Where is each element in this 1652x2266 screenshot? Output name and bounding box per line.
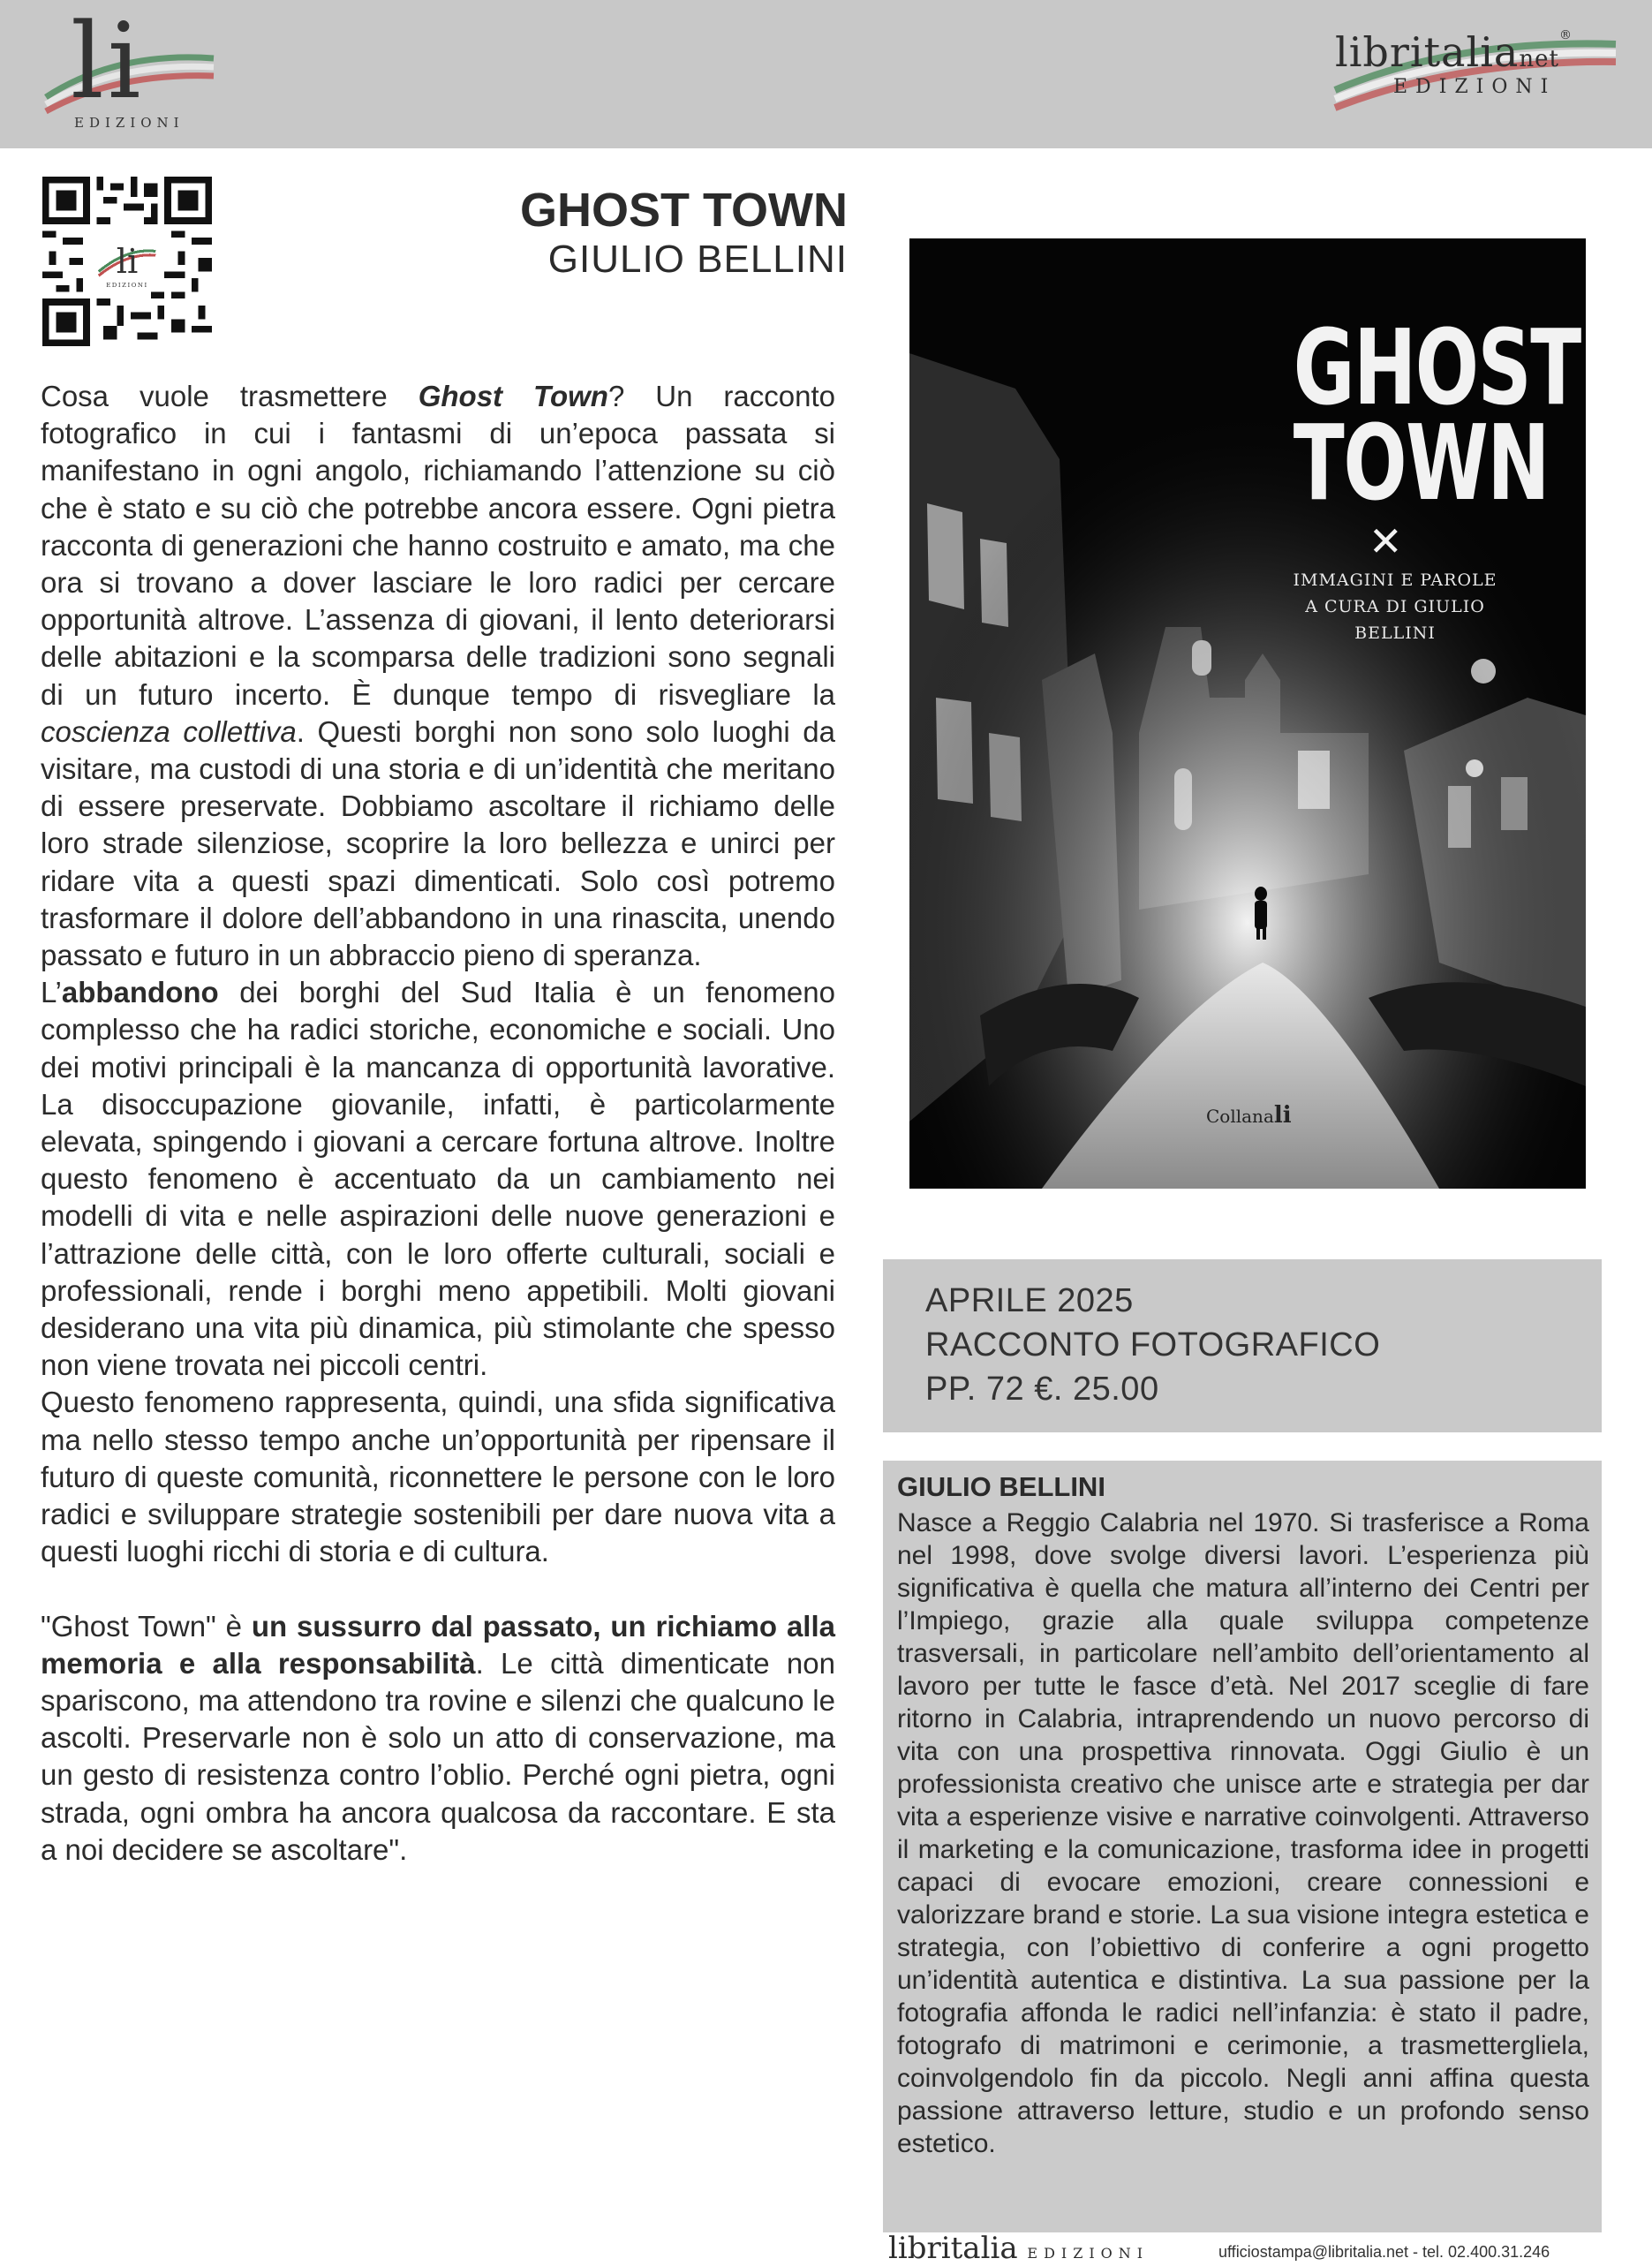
footer-brand-sub: EDIZIONI [1027,2245,1150,2262]
cover-subtitle-line: A CURA DI GIULIO BELLINI [1305,597,1485,643]
paragraph-challenge: Questo fenomeno rappresenta, quindi, una sfida significativa ma nello stesso tempo anche un’opportunità per ripensare il futuro di queste comunità, riconnettere le persone con le loro radici e sviluppare strategie sostenibili per dare nuova vita a questi luoghi ricchi di storia e di cultura. [41,1386,835,1568]
text-run-bold-italic: Ghost Town [418,380,608,412]
book-title: GHOST TOWN [520,184,848,237]
brand-net-text: net [1519,46,1559,72]
cover-title [1293,306,1580,524]
publication-genre: RACCONTO FOTOGRAFICO [925,1326,1381,1363]
cover-subtitle [1263,567,1528,646]
cover-title-line: TOWN [1293,402,1550,524]
crossed-tools-icon: ✕ [1369,518,1403,564]
pages-price: PP. 72 €. 25.00 [925,1371,1159,1408]
text-run: . Questi borghi non sono solo luoghi da visitare, ma custodi di una storia e di un’identità che meritano di essere preservate. Dobbiamo ascoltare il richiamo delle loro strade silenziose, scoprire la loro bellezza e unirci per ridare vita a questi spazi dimenticati. Solo così potremo trasformare il dolore dell’abbandono in una rinascita, unendo passato e futuro in un abbraccio pieno di speranza. [41,714,835,972]
cover-title-line: GHOST [1293,306,1580,428]
text-run-bold: un sussurro dal passato, un richiamo alla memoria e alla responsabilità [41,1609,835,1680]
libritalia-sub: EDIZIONI [1393,76,1557,98]
series-logo: li [1273,1102,1292,1129]
title-block [265,184,848,283]
text-run: . Le città dimenticate non spariscono, ma attendono tra rovine e silenzi che qualcuno le ascolti. Preservarle non è solo un atto di conservazione, ma un gesto di resistenza contro l’oblio. Perché ogni pietra, ogni strada, ogni ombra ha ancora qualcosa da raccontare. E sta a noi decidere se ascoltare". [41,1646,835,1866]
qr-center-mark: li [116,242,139,283]
bio-text: Nasce a Reggio Calabria nel 1970. Si trasferisce a Roma nel 1998, dove svolge diversi lavori. L’esperienza più significativa è quella che matura all’interno dei Centri per l’Impiego, grazie alla quale sviluppa competenze trasversali, in particolare nell’ambito dell’orientamento al lavoro per tutte le fasce d’età. Nel 2017 sceglie di fare ritorno in Calabria, intraprendendo un nuovo percorso di vita con una prospettiva rinnovata. Oggi Giulio è un professionista creativo che unisce arte e strategia per dar vita a esperienze visive e narrative coinvolgenti. Attraverso il marketing e la comunicazione, trasforma idee in progetti capaci di evocare emozioni, creare connessioni e valorizzare brand e storie. La sua visione integra estetica e strategia, con l’obiettivo di conferire a ogni progetto un’identità autentica e distintiva. La sua passione per la fotografia affonda le radici nell’infanzia: è stato il padre, fotografo di matrimoni e cerimonie, a trasmettergliela, coinvolgendolo fin da piccolo. Negli anni affina questa passione attraverso letture, studio e un profondo senso estetico. [897,1508,1589,2158]
text-run: Cosa vuole trasmettere [41,380,419,412]
book-description [41,378,835,1869]
publication-date: APRILE 2025 [925,1282,1134,1319]
libritalia-wordmark [1335,28,1573,76]
cover-series-mark [1206,1102,1292,1129]
cover-subtitle-line: IMMAGINI E PAROLE [1293,570,1497,590]
li-edizioni-logo[interactable] [37,0,223,140]
paragraph-intro [41,378,835,974]
paragraph-gap [41,1571,835,1608]
footer-brand-name: libritalia [888,2231,1018,2266]
brand-name-text: libritalia [1335,28,1520,76]
registered-mark: ® [1558,28,1573,42]
libritalia-logo[interactable] [1324,21,1633,127]
author-bio [883,1461,1602,2232]
li-logo-mark: li [71,0,145,122]
text-run-italic: coscienza collettiva [41,714,297,748]
text-run-bold: abbandono [61,976,219,1009]
bio-author-name: GIULIO BELLINI [897,1471,1105,1502]
qr-center-sub [106,282,148,289]
footer-contact[interactable]: ufficiostampa@libritalia.net - tel. 02.400.31.246 [1218,2243,1550,2261]
paragraph-quote [41,1608,835,1869]
publication-info [883,1259,1602,1432]
footer-brand [888,2231,1149,2266]
header-band [0,0,1652,148]
qr-code-icon[interactable] [42,177,212,346]
text-run: dei borghi del Sud Italia è un fenomeno complesso che ha radici storiche, economiche e sociali. Uno dei motivi principali è la mancanza di opportunità lavorative. La disoccupazione giovanile, infatti, è particolarmente elevata, spingendo i giovani a cercare fortuna altrove. Inoltre questo fenomeno è accentuato da un cambiamento nei modelli di vita e nelle aspirazioni delle nuove generazioni e l’attrazione delle città, con le loro offerte culturali, sociali e professionali, rende i borghi meno appetibili. Molti giovani desiderano una vita più dinamica, più stimolante che spesso non viene trovata nei piccoli centri. [41,976,835,1382]
paragraph-abandonment [41,974,835,1384]
series-label: Collana [1206,1106,1274,1127]
text-run: ? Un racconto fotografico in cui i fantasmi di un’epoca passata si manifestano in ogni angolo, richiamando l’attenzione su ciò che è stato e su ciò che potrebbe ancora essere. Ogni pietra racconta di generazioni che hanno costruito e amato, ma che ora si trovano a dover lasciare le loro radici per cercare opportunità altrove. L’assenza di giovani, il lento deteriorarsi delle abitazioni e la scomparsa delle tradizioni sono segnali di un futuro incerto. È dunque tempo di risvegliare la [41,380,835,711]
book-cover[interactable] [909,238,1586,1189]
text-run: L’ [41,976,62,1009]
text-run: "Ghost Town" è [41,1609,252,1643]
book-author: GIULIO BELLINI [547,238,848,281]
li-logo-sub: EDIZIONI [74,115,185,131]
